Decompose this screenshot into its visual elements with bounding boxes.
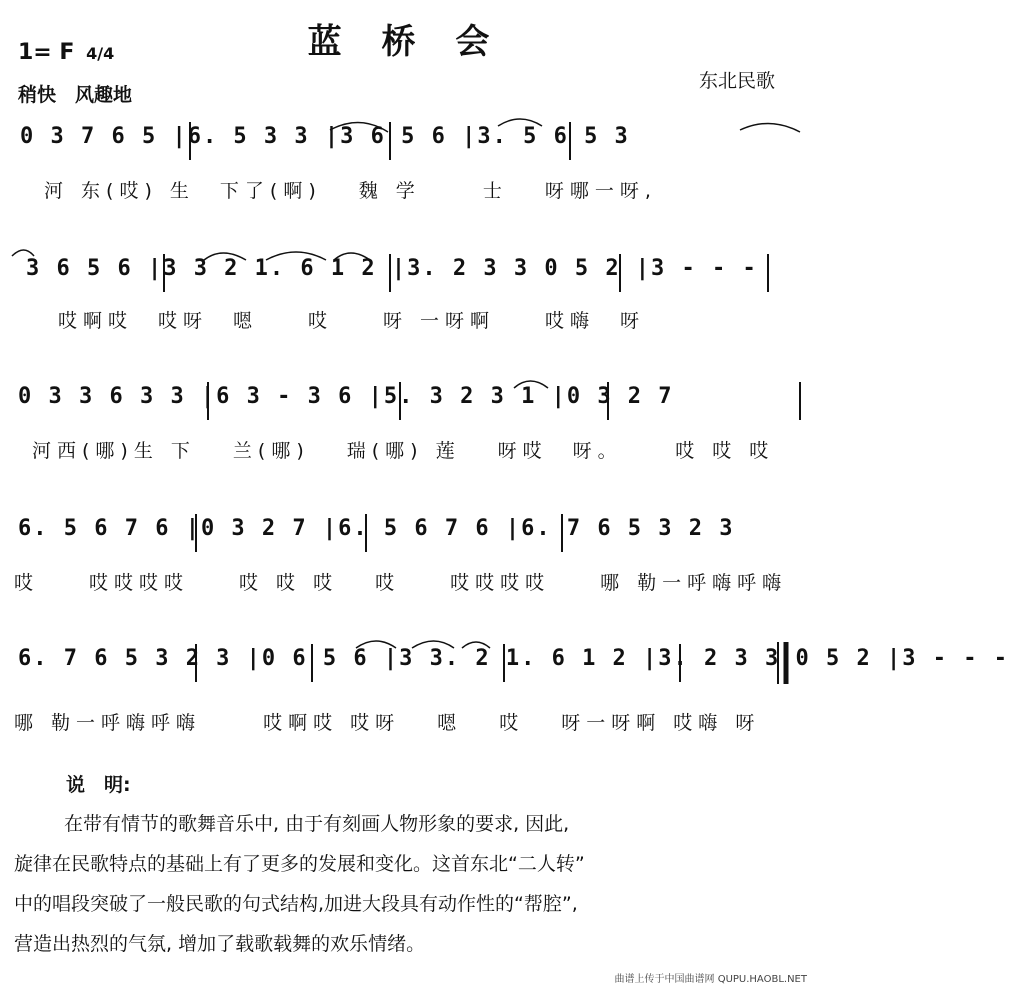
genre-label: 东北民歌 [698, 70, 775, 92]
key-label: 1= F [18, 40, 75, 65]
notation-row-5: 6. 7 6 5 3 2 3 |0 6 5 6 |3 3. 2 1. 6 1 2 |3. 2 3 3 0 5 2 |3 - - - [18, 646, 1009, 671]
time-signature: 4/4 [86, 44, 115, 63]
lyrics-row-1: 河 东(哎) 生 下了(啊) 魏 学 士 呀哪一呀, [44, 180, 657, 202]
explanation-line-1: 在带有情节的歌舞音乐中, 由于有刻画人物形象的要求, 因此, [64, 813, 570, 835]
explanation-line-3: 中的唱段突破了一般民歌的句式结构,加进大段具有动作性的“帮腔”, [14, 893, 578, 915]
lyrics-row-3: 河西(哪)生 下 兰(哪) 瑞(哪) 莲 呀哎 呀。 哎 哎 哎 [32, 440, 775, 462]
explanation-line-2: 旋律在民歌特点的基础上有了更多的发展和变化。这首东北“二人转” [14, 853, 585, 875]
score-row-4 [0, 510, 811, 556]
score-row-5 [0, 640, 1009, 686]
lyrics-row-2: 哎啊哎 哎呀 嗯 哎 呀 一呀啊 哎嗨 呀 [58, 310, 646, 332]
score-row-3 [0, 378, 811, 424]
explanation-line-4: 营造出热烈的气氛, 增加了载歌载舞的欢乐情绪。 [14, 933, 426, 955]
tempo-marking: 稍快 风趣地 [18, 84, 133, 106]
explanation-heading: 说 明: [66, 774, 131, 796]
notation-row-3: 0 3 3 6 3 3 |6 3 - 3 6 |5. 3 2 3 1 |0 3 2 7 [18, 384, 674, 409]
key-signature [18, 40, 114, 65]
song-title: 蓝 桥 会 [307, 22, 504, 62]
notation-row-2: 3 6 5 6 |3 3 2 1. 6 1 2 |3. 2 3 3 0 5 2 |3 - - - [26, 256, 758, 281]
watermark-footer: 曲谱上传于中国曲谱网 QUPU.HAOBL.NET [614, 974, 807, 985]
score-row-2 [0, 250, 811, 296]
score-row-1 [0, 118, 811, 164]
notation-row-1: 0 3 7 6 5 |6. 5 3 3 |3 6 5 6 |3. 5 6 5 3 [20, 124, 630, 149]
lyrics-row-4: 哎 哎哎哎哎 哎 哎 哎 哎 哎哎哎哎 哪 勒一呼嗨呼嗨 [14, 572, 788, 594]
lyrics-row-5: 哪 勒一呼嗨呼嗨 哎啊哎 哎呀 嗯 哎 呀一呀啊 哎嗨 呀 [14, 712, 761, 734]
notation-row-4: 6. 5 6 7 6 |0 3 2 7 |6. 5 6 7 6 |6. 7 6 5 3 2 3 [18, 516, 735, 541]
